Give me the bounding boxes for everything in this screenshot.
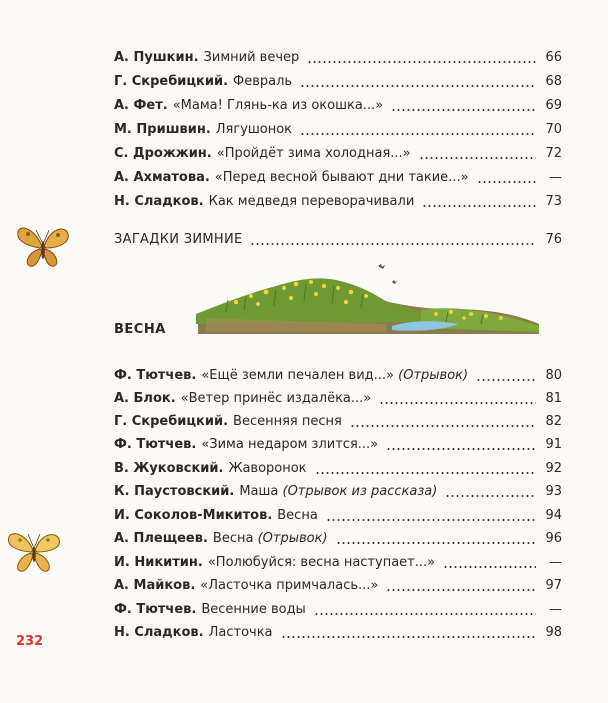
toc-entry[interactable] — [114, 598, 562, 618]
dot-leader — [307, 61, 536, 63]
dot-leader — [477, 181, 536, 183]
entry-title: Лягушонок — [215, 122, 293, 137]
entry-page: — — [549, 555, 562, 570]
entry-title: «Мама! Глянь-ка из окошка...» — [172, 98, 384, 113]
entry-page: 73 — [545, 194, 562, 209]
toc-entry[interactable] — [114, 118, 562, 138]
entry-author: А. Пушкин. — [114, 50, 199, 65]
entry-page: 92 — [545, 461, 562, 476]
entry-page: 76 — [545, 232, 562, 247]
entry-author: А. Плещеев. — [114, 531, 208, 546]
toc-entry[interactable] — [114, 433, 562, 453]
entry-author: В. Жуковский. — [114, 461, 224, 476]
toc-entry-riddles[interactable] — [114, 228, 562, 248]
entry-author: А. Майков. — [114, 578, 196, 593]
dot-leader — [315, 472, 536, 474]
entry-title: «Перед весной бывают дни такие...» — [214, 170, 469, 185]
entry-author: Г. Скребицкий. — [114, 74, 229, 89]
dot-leader — [336, 542, 536, 544]
toc-entry[interactable] — [114, 527, 562, 547]
dot-leader — [445, 495, 536, 497]
dot-leader — [379, 402, 536, 404]
toc-entry[interactable] — [114, 621, 562, 641]
toc-entry[interactable] — [114, 142, 562, 162]
entry-title: Февраль — [233, 74, 293, 89]
entry-page: 66 — [545, 50, 562, 65]
dot-leader — [476, 379, 536, 381]
entry-page: 94 — [545, 508, 562, 523]
dot-leader — [419, 157, 536, 159]
entry-title: «Ласточка примчалась...» — [200, 578, 379, 593]
dot-leader — [250, 243, 536, 245]
entry-page: 81 — [545, 391, 562, 406]
toc-entry[interactable] — [114, 410, 562, 430]
entry-page: 80 — [545, 368, 562, 383]
entry-page: 82 — [545, 414, 562, 429]
entry-author: И. Соколов-Микитов. — [114, 508, 273, 523]
dot-leader — [314, 613, 536, 615]
toc-entry[interactable] — [114, 574, 562, 594]
entry-author: И. Никитин. — [114, 555, 203, 570]
page-number: 232 — [16, 634, 44, 649]
toc-entry[interactable] — [114, 480, 562, 500]
toc-entry[interactable] — [114, 70, 562, 90]
toc-entry[interactable] — [114, 457, 562, 477]
entry-title: Жаворонок — [228, 461, 307, 476]
butterfly-icon — [16, 222, 70, 272]
dot-leader — [300, 85, 536, 87]
entry-title: «Зима недаром злится...» — [201, 437, 379, 452]
entry-page: 69 — [545, 98, 562, 113]
entry-title: Весенние воды — [201, 602, 306, 617]
entry-author: А. Ахматова. — [114, 170, 210, 185]
entry-author: К. Паустовский. — [114, 484, 235, 499]
toc-entry[interactable] — [114, 46, 562, 66]
entry-author: Ф. Тютчев. — [114, 602, 197, 617]
entry-note: (Отрывок) — [398, 368, 469, 383]
toc-entry[interactable] — [114, 364, 562, 384]
entry-title: «Пройдёт зима холодная...» — [216, 146, 411, 161]
entry-page: 96 — [545, 531, 562, 546]
toc-entry[interactable] — [114, 166, 562, 186]
section-heading — [114, 318, 562, 338]
entry-note: (Отрывок) — [257, 531, 328, 546]
entry-title: Весенняя песня — [233, 414, 342, 429]
entry-page: — — [549, 170, 562, 185]
entry-page: 97 — [545, 578, 562, 593]
entry-page: 70 — [545, 122, 562, 137]
toc-entry[interactable] — [114, 387, 562, 407]
entry-author: А. Фет. — [114, 98, 168, 113]
dot-leader — [350, 425, 536, 427]
dot-leader — [422, 205, 536, 207]
entry-author: Ф. Тютчев. — [114, 437, 197, 452]
entry-author: С. Дрожжин. — [114, 146, 212, 161]
butterfly-icon — [6, 528, 62, 576]
entry-title: «Ветер принёс издалёка...» — [180, 391, 372, 406]
entry-author: Ф. Тютчев. — [114, 368, 197, 383]
entry-note: (Отрывок из рассказа) — [282, 484, 438, 499]
entry-page: 98 — [545, 625, 562, 640]
entry-author: Г. Скребицкий. — [114, 414, 229, 429]
dot-leader — [386, 448, 536, 450]
entry-title: Весна (Отрывок) — [212, 531, 328, 546]
entry-title: «Ещё земли печален вид...» (Отрывок) — [201, 368, 469, 383]
dot-leader — [326, 519, 536, 521]
entry-author: Н. Сладков. — [114, 625, 204, 640]
toc-entry[interactable] — [114, 94, 562, 114]
entry-page: 68 — [545, 74, 562, 89]
entry-title: Как медведя переворачивали — [208, 194, 415, 209]
entry-title: Ласточка — [208, 625, 273, 640]
entry-page: — — [549, 602, 562, 617]
entry-page: 93 — [545, 484, 562, 499]
dot-leader — [443, 566, 536, 568]
dot-leader — [391, 109, 536, 111]
entry-page: 91 — [545, 437, 562, 452]
dot-leader — [386, 589, 536, 591]
dot-leader — [300, 133, 536, 135]
toc-entry[interactable] — [114, 504, 562, 524]
entry-title: Весна — [277, 508, 318, 523]
dot-leader — [281, 636, 536, 638]
toc-entry[interactable] — [114, 190, 562, 210]
entry-title: Маша (Отрывок из рассказа) — [239, 484, 438, 499]
entry-author: Н. Сладков. — [114, 194, 204, 209]
entry-title: «Полюбуйся: весна наступает...» — [207, 555, 436, 570]
section-title: ВЕСНА — [114, 322, 166, 337]
entry-author: М. Пришвин. — [114, 122, 211, 137]
toc-entry[interactable] — [114, 551, 562, 571]
entry-author: А. Блок. — [114, 391, 176, 406]
entry-title: ЗАГАДКИ ЗИМНИЕ — [114, 232, 243, 247]
entry-title: Зимний вечер — [203, 50, 300, 65]
entry-page: 72 — [545, 146, 562, 161]
